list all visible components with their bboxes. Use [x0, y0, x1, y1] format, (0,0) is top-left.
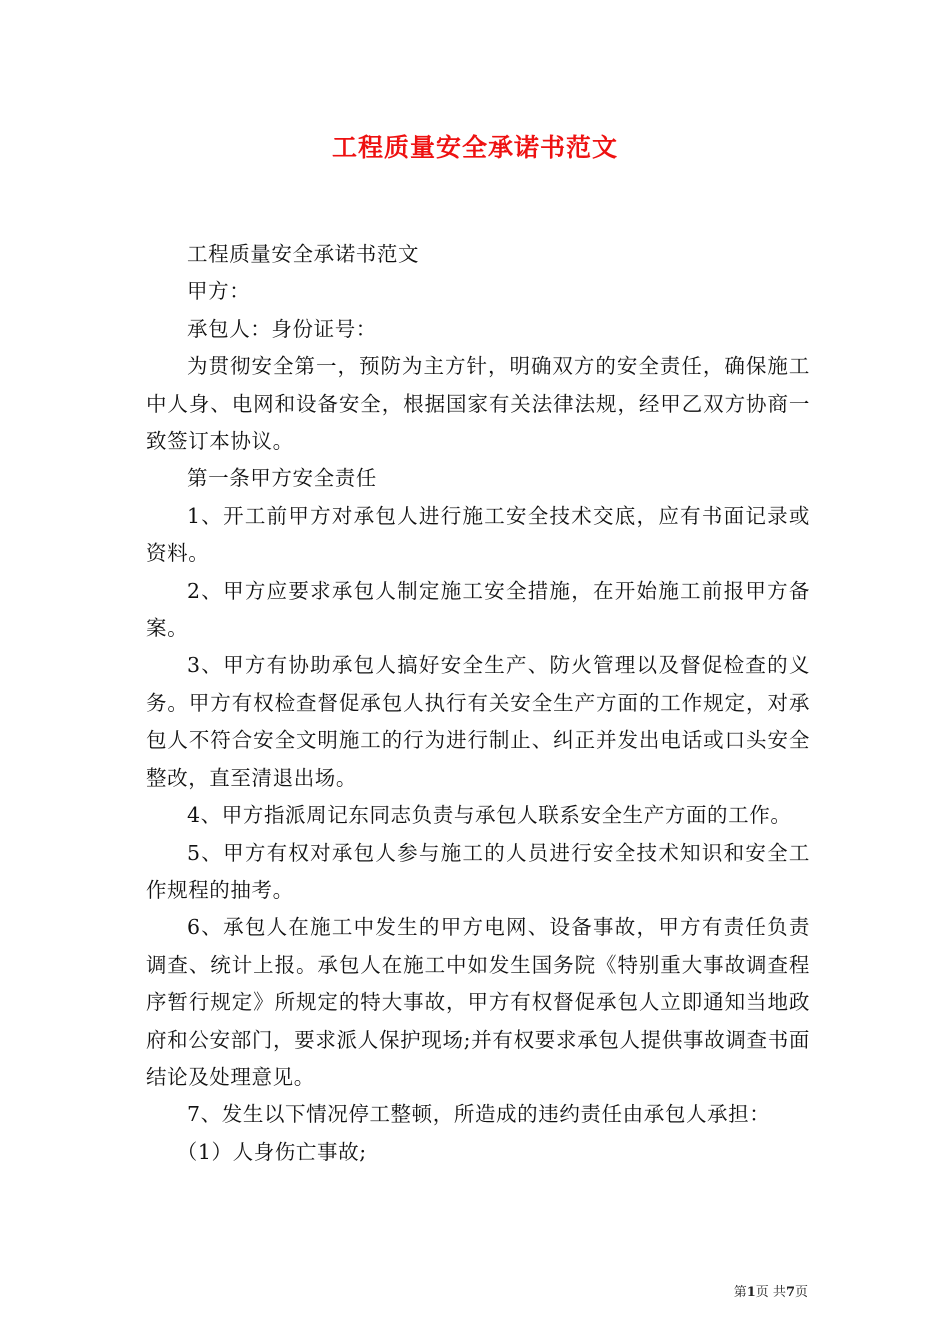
paragraph-item-5: 5、甲方有权对承包人参与施工的人员进行安全技术知识和安全工作规程的抽考。: [146, 840, 810, 902]
paragraph-article-1-title: 第一条甲方安全责任: [187, 466, 377, 491]
paragraph-item-7: 7、发生以下情况停工整顿，所造成的违约责任由承包人承担：: [187, 1102, 771, 1127]
paragraph-item-2: 2、甲方应要求承包人制定施工安全措施，在开始施工前报甲方备案。: [146, 578, 810, 641]
paragraph-item-1: 1、开工前甲方对承包人进行施工安全技术交底，应有书面记录或资料。: [146, 503, 810, 566]
footer-middle: 页 共: [755, 1285, 786, 1300]
footer-prefix: 第: [733, 1285, 747, 1300]
paragraph-item-3: 3、甲方有协助承包人搞好安全生产、防火管理以及督促检查的义务。甲方有权检查督促承包人执行有关安全生产方面的工作规定，对承包人不符合安全文明施工的行为进行制止、纠正并发出电话或口头安全整改，直至清退出场。: [146, 653, 810, 790]
footer-total-pages: 7: [785, 1285, 795, 1300]
footer-suffix: 页: [794, 1285, 808, 1300]
page-number-footer: [734, 1284, 808, 1302]
paragraph-item-7-sub-1: （1）人身伤亡事故;: [176, 1139, 367, 1164]
paragraph-party-a: 甲方：: [187, 279, 251, 304]
paragraph-heading: 工程质量安全承诺书范文: [187, 242, 420, 266]
paragraph-item-4: 4、甲方指派周记东同志负责与承包人联系安全生产方面的工作。: [187, 803, 792, 828]
footer-current-page: 1: [746, 1285, 756, 1300]
document-body: [146, 236, 810, 1171]
paragraph-contractor: 承包人：身份证号：: [187, 316, 377, 341]
paragraph-item-6: 6、承包人在施工中发生的甲方电网、设备事故，甲方有责任负责调查、统计上报。承包人在施工中如发生国务院《特别重大事故调查程序暂行规定》所规定的特大事故，甲方有权督促承包人立即通知当地政府和公安部门，要求派人保护现场;并有权要求承包人提供事故调查书面结论及处理意见。: [146, 915, 810, 1089]
document-title: 工程质量安全承诺书范文: [331, 133, 618, 162]
paragraph-purpose: 为贯彻安全第一，预防为主方针，明确双方的安全责任，确保施工中人身、电网和设备安全，根据国家有关法律法规，经甲乙双方协商一致签订本协议。: [146, 354, 810, 454]
